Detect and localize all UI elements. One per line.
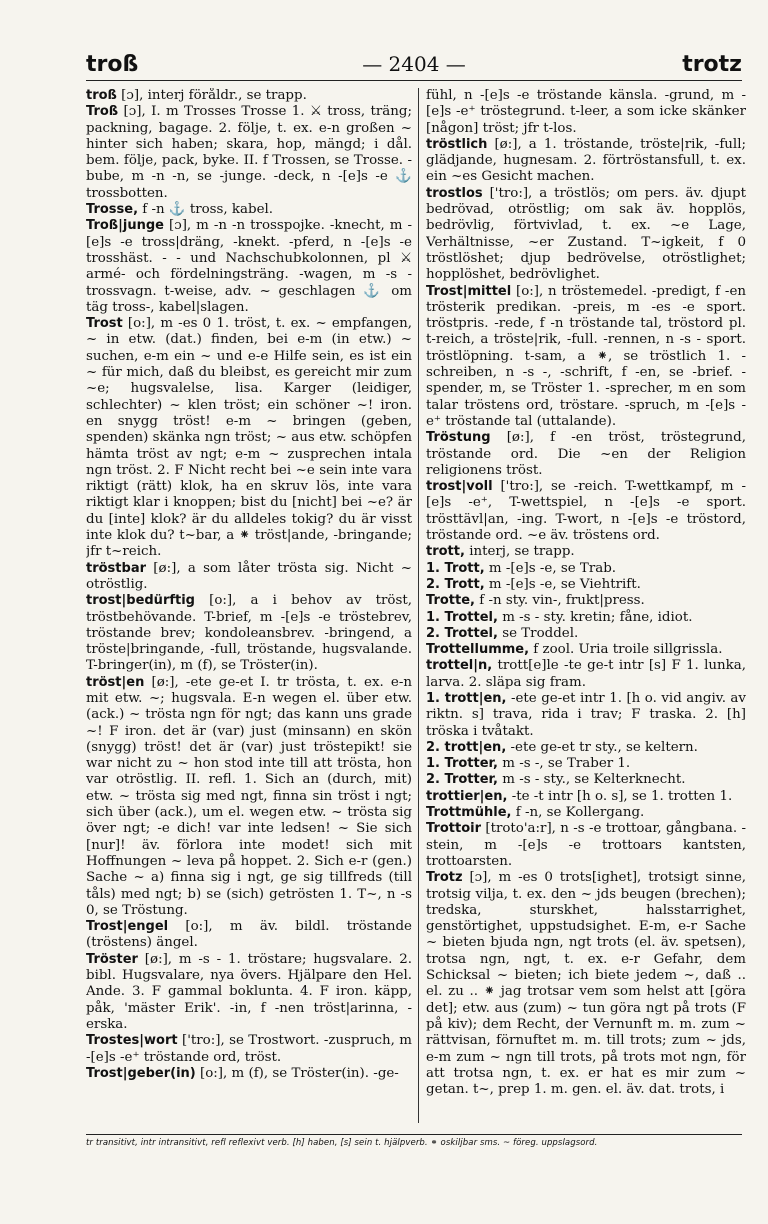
entry-headword: Trosse,: [86, 202, 139, 218]
dictionary-entry: [86, 1066, 412, 1082]
entry-headword: tröstlich: [426, 136, 488, 152]
dictionary-entry: [426, 430, 746, 479]
entry-text: [o:], n tröstemedel. -predigt, f -en trösterik predikan. -preis, m -es -e sport. tröstpris. -rede, f -n tröstande tal, tröstord pl. t-reich, a tröste|rik, -full. -rennen, n -s - sport. tröstlöpning. t-sam, a ⁕, se tröstlich 1. -schreiben, n -s -, -schrift, f -en, se -brief. -spender, m, se Tröster 1. -sprecher, m en som talar tröstens ord, tröstare. -spruch, m -[e]s -e⁺ tröstande tal (uttalande).: [426, 283, 746, 429]
dictionary-entry: [86, 1033, 412, 1066]
entry-text: -ete ge-et intr 1. [h o. vid angiv. av riktn. s] trava, rida i trav; F traska. 2. [h] tröska i tvåtakt.: [426, 690, 746, 739]
entry-headword: 2. trott|en,: [426, 739, 507, 755]
page-number: — 2404 —: [362, 52, 466, 76]
dictionary-entry: [426, 561, 746, 577]
entry-text: m -s - sty., se Kelterknecht.: [497, 772, 686, 788]
entry-text: [o:], m äv. bildl. tröstande (tröstens) ängel.: [86, 919, 412, 951]
entry-headword: trostlos: [426, 185, 483, 201]
dictionary-entry: [426, 870, 746, 1098]
entry-headword: tröstbar: [86, 560, 146, 576]
dictionary-entry: [86, 593, 412, 674]
entry-headword: trottel|n,: [426, 658, 493, 674]
dictionary-entry: [86, 919, 412, 952]
header-left-headword: troß: [86, 52, 139, 77]
dictionary-entry: [426, 626, 746, 642]
dictionary-entry: [426, 805, 746, 821]
entry-text: -ete ge-et tr sty., se keltern.: [506, 739, 698, 755]
dictionary-entry: [426, 821, 746, 870]
entry-text: f -n, se Kollergang.: [511, 805, 645, 821]
entry-headword: trott,: [426, 544, 465, 560]
abbreviation-footer: tr transitivt, intr intransitivt, refl reflexivt verb. [h] haben, [s] sein t. hjälpverb. ⚭ oskiljbar sms. ~ föreg. uppslagsord.: [86, 1134, 742, 1148]
dictionary-entry: [426, 544, 746, 560]
dictionary-entry: [426, 186, 746, 284]
entry-text: [ɔ], m -n -n trosspojke. -knecht, m -[e]s -e tross|dräng, -knekt. -pferd, n -[e]s -e trosshäst. - - und Nachschubkolonnen, pl ⚔ armé- och fördelningsträng. -wagen, m -s - trossvagn. t-weise, adv. ~ geschlagen ⚓ om täg tross-, kabel|slagen.: [86, 218, 412, 315]
dictionary-entry: [86, 675, 412, 919]
column-divider: [418, 88, 419, 1123]
entry-headword: 2. Trottel,: [426, 625, 498, 641]
entry-headword: Trostes|wort: [86, 1033, 178, 1049]
entry-text: [ɔ], interj föråldr., se trapp.: [116, 88, 307, 103]
entry-text: m -[e]s -e, se Viehtrift.: [484, 576, 641, 592]
entry-headword: 1. Trotter,: [426, 756, 498, 772]
entry-text: se Troddel.: [497, 625, 579, 641]
entry-text: [ø:], f -en tröst, tröstegrund, tröstande ord. Die ~en der Religion religionens tröst.: [426, 430, 746, 478]
entry-headword: tröst|en: [86, 674, 145, 690]
dictionary-entry: [426, 642, 746, 658]
entry-headword: Tröster: [86, 951, 138, 967]
entry-text: -te -t intr [h o. s], se 1. trotten 1.: [507, 788, 733, 804]
entry-text: m -s -, se Traber 1.: [497, 756, 631, 772]
dictionary-entry: [86, 952, 412, 1033]
entry-text: trott[e]le -te ge-t intr [s] F 1. lunka, larva. 2. släpa sig fram.: [426, 658, 746, 690]
entry-headword: 1. trott|en,: [426, 690, 507, 706]
entry-text: interj, se trapp.: [464, 544, 575, 560]
entry-headword: trost|bedürftig: [86, 593, 195, 609]
entry-headword: Trotte,: [426, 593, 475, 609]
dictionary-columns: [86, 88, 746, 1128]
page-header: [86, 52, 742, 81]
entry-headword: 2. Trott,: [426, 576, 485, 592]
entry-headword: Trost|engel: [86, 919, 169, 935]
entry-text: f -n sty. vin-, frukt|press.: [474, 593, 645, 609]
entry-headword: 2. Trotter,: [426, 772, 498, 788]
entry-headword: 1. Trottel,: [426, 609, 498, 625]
entry-headword: trost|voll: [426, 479, 493, 495]
entry-text: [troto'a:r], n -s -e trottoar, gångbana. -stein, m -[e]s -e trottoars kantsten, trottoarsten.: [426, 821, 746, 869]
entry-headword: Trost|mittel: [426, 283, 512, 299]
entry-text: f -n ⚓ tross, kabel.: [138, 202, 274, 218]
dictionary-entry: [426, 756, 746, 772]
dictionary-entry: [426, 577, 746, 593]
dictionary-entry: [426, 479, 746, 544]
dictionary-entry: [86, 561, 412, 594]
entry-headword: Trost|geber(in): [86, 1065, 196, 1081]
dictionary-entry: [426, 740, 746, 756]
entry-text: fühl, n -[e]s -e tröstande känsla. -grund, m -[e]s -e⁺ tröstegrund. t-leer, a som icke skänker [någon] tröst; jfr t-los.: [426, 88, 746, 136]
dictionary-entry: [426, 691, 746, 740]
dictionary-entry: [426, 658, 746, 691]
dictionary-entry: [86, 104, 412, 202]
entry-headword: Tröstung: [426, 430, 491, 446]
entry-text: f zool. Uria troile sillgrissla.: [529, 642, 723, 658]
entry-headword: Troß|junge: [86, 218, 164, 234]
dictionary-entry: [426, 284, 746, 431]
entry-headword: Troß: [86, 104, 119, 120]
entry-text: ['tro:], a tröstlös; om pers. äv. djupt bedrövad, otröstlig; om sak äv. hopplös, bedrövlig, förtvivlad, t. ex. ~e Lage, Verhältnisse, ~er Zustand. T~igkeit, f 0 tröstlöshet; djup bedrövelse, otröstlighet; hopplöshet, bedrövlighet.: [426, 185, 746, 283]
entry-headword: 1. Trott,: [426, 560, 485, 576]
entry-text: m -[e]s -e, se Trab.: [484, 560, 617, 576]
dictionary-entry: [426, 610, 746, 626]
entry-headword: Trottoir: [426, 821, 482, 837]
entry-text: [o:], m (f), se Tröster(in). -ge-: [195, 1065, 399, 1081]
dictionary-entry: [86, 88, 412, 104]
dictionary-entry: [426, 772, 746, 788]
entry-text: [ɔ], m -es 0 trots[ighet], trotsigt sinne, trotsig vilja, t. ex. den ~ jds beugen (brechen); tredska, sturskhet, halsstarrighet, genstörtighet, uppstudsighet. E-m, e-r Sache ~ bieten bjuda ngn, ngt trots (el. äv. spetsen), trotsa ngn, ngt, t. ex. e-r Gefahr, dem Schicksal ~ bieten; ich biete jedem ~, daß .. el. zu .. ⁕ jag trotsar vem som helst att [göra det]; etw. aus (zum) ~ tun göra ngt på trots (F på kiv); dem Recht, der Vernunft m. m. zum ~ rättvisan, förnuftet m. m. till trots; zum ~ jds, e-m zum ~ ngn till trots, på trots mot ngn, för att trotsa ngn, t. ex. er hat es mir zum ~ getan. t~, prep 1. m. gen. el. äv. dat. trots, i: [426, 870, 746, 1098]
entry-text: [o:], a i behov av tröst, tröstbehövande. T-brief, m -[e]s -e tröstebrev, tröstande brev; kondoleansbrev. -bringend, a tröste|bringande, -full, tröstande, hugsvalande. T-bringer(in), m (f), se Tröster(in).: [86, 593, 412, 674]
right-column: [426, 88, 746, 1128]
dictionary-entry: [426, 88, 746, 137]
entry-text: ['tro:], se -reich. T-wettkampf, m -[e]s -e⁺, T-wettspiel, n -[e]s -e sport. trösttävl|an, -ing. T-wort, n -[e]s -e tröstord, tröstande ord. ~e äv. tröstens ord.: [426, 479, 746, 544]
entry-text: [ø:], a 1. tröstande, tröste|rik, -full; glädjande, hugnesam. 2. förtröstansfull, t. ex. ein ~es Gesicht machen.: [426, 136, 746, 185]
entry-headword: troß: [86, 88, 117, 103]
entry-text: [ø:], m -s - 1. tröstare; hugsvalare. 2. bibl. Hugsvalare, nya övers. Hjälpare den Hel. Ande. 3. F gammal boklunta. 4. F iron. käpp, påk, 'mäster Erik'. -in, f -nen tröst|arinna, -erska.: [86, 951, 412, 1032]
entry-headword: trottier|en,: [426, 788, 508, 804]
entry-headword: Trost: [86, 316, 123, 332]
entry-headword: Trottellumme,: [426, 642, 530, 658]
header-right-headword: trotz: [682, 52, 742, 77]
entry-headword: Trotz: [426, 870, 463, 886]
entry-headword: Trottmühle,: [426, 805, 512, 821]
dictionary-entry: [426, 593, 746, 609]
entry-text: [ø:], a som låter trösta sig. Nicht ~ otröstlig.: [86, 560, 412, 592]
entry-text: m -s - sty. kretin; fåne, idiot.: [497, 609, 693, 625]
dictionary-entry: [426, 789, 746, 805]
entry-text: [ɔ], I. m Trosses Trosse 1. ⚔ tross, träng; packning, bagage. 2. följe, t. ex. e-n großen ~ hinter sich haben; skara, hop, mängd; i dål. bem. följe, pack, byke. II. f Trossen, se Trosse. -bube, m -n -n, se -junge. -deck, n -[e]s -e ⚓ trossbotten.: [86, 104, 412, 201]
entry-text: [ø:], -ete ge-et I. tr trösta, t. ex. e-n mit etw. ~; hugsvala. E-n wegen el. über etw. (ack.) ~ trösta ngn för ngt; das kann uns grade ~! F iron. det är (var) just (minsann) en skön (snygg) tröst! det är (var) just tröstерikt! sie war nicht zu ~ hon stod inte till att trösta, hon var otröstlig. II. refl. 1. Sich an (durch, mit) etw. ~ trösta sig med ngt, finna sin tröst i ngt; sich über (ack.), um el. wegen etw. ~ trösta sig över ngt; -e dich! var inte ledsen! ~ Sie sich [nur]! äv. förlora inte modet! sich mit Hoffnungen ~ leva på hoppet. 2. Sich e-r (gen.) Sache ~ a) finna sig i ngt, ge sig tillfreds (till tåls) med ngt; b) se (sich) getrösten 1. T~, n -s 0, se Tröstung.: [86, 674, 412, 918]
dictionary-entry: [86, 202, 412, 218]
dictionary-entry: [86, 218, 412, 316]
dictionary-entry: [426, 137, 746, 186]
left-column: [86, 88, 412, 1128]
dictionary-entry: [86, 316, 412, 560]
entry-text: ['tro:], se Trostwort. -zuspruch, m -[e]s -e⁺ tröstande ord, tröst.: [86, 1033, 412, 1065]
entry-text: [o:], m -es 0 1. tröst, t. ex. ~ empfangen, ~ in etw. (dat.) finden, bei e-m (in etw.) ~ suchen, e-m ein ~ und e-e Hilfe sein, es ist ein ~ für mich, daß du bleibst, es gereicht mir zum ~e; hugsvalelse, lisa. Karger (leidiger, schlechter) ~ klen tröst; ein schöner ~! iron. en snygg tröst! e-m ~ bringen (geben, spenden) skänka ngn tröst; ~ aus etw. schöpfen hämta tröst av ngt; e-m ~ zusprechen intala ngn tröst. 2. F Nicht recht bei ~e sein inte vara riktigt (rätt) klok, ha en skruv lös, inte vara riktigt klar i knoppen; bist du [nicht] bei ~e? är du [inte] klok? är du alldeles tokig? du är visst inte klok du? t~bar, a ⁕ tröst|ande, -bringande; jfr t~reich.: [86, 316, 412, 560]
